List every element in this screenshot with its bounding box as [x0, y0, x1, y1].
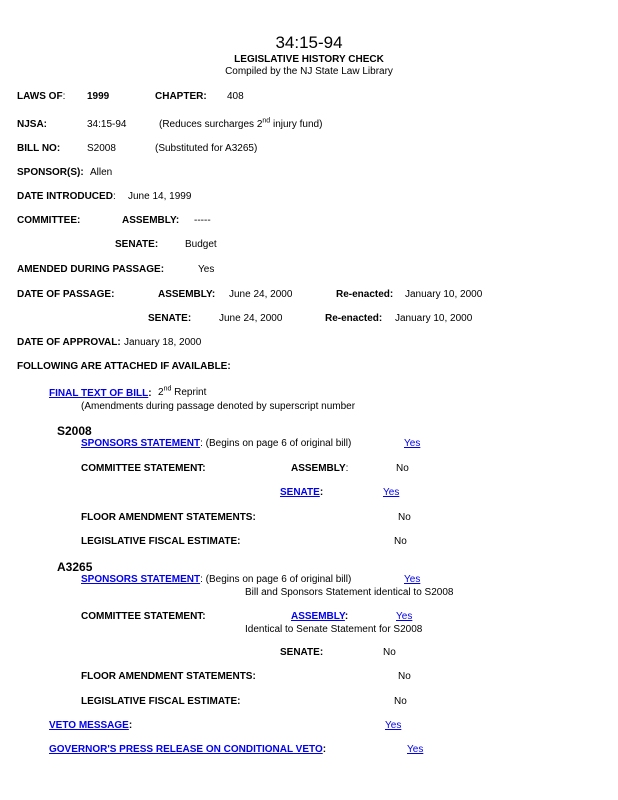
- passage-assembly-label: ASSEMBLY:: [158, 289, 216, 300]
- s2008-senate-colon: :: [319, 487, 324, 498]
- final-text-value-post: Reprint: [171, 387, 207, 398]
- press-release-yes[interactable]: Yes: [407, 744, 424, 755]
- a3265-assembly-link[interactable]: ASSEMBLY: [291, 611, 345, 622]
- s2008-sponsors-row: [81, 439, 351, 449]
- s2008-floor-value: No: [398, 512, 411, 523]
- page-title: 34:15-94: [275, 33, 343, 52]
- s2008-assembly-label: ASSEMBLY: [291, 463, 346, 474]
- a3265-assembly-yes[interactable]: Yes: [396, 611, 413, 622]
- chapter-value: 408: [227, 91, 244, 102]
- a3265-sponsors-row: [81, 575, 351, 585]
- amended-value: Yes: [198, 264, 215, 275]
- a3265-senate-value: No: [383, 647, 396, 658]
- chapter-label: CHAPTER:: [155, 91, 207, 102]
- press-release-colon: :: [322, 744, 327, 755]
- final-text-row: [49, 389, 152, 399]
- amended-label: AMENDED DURING PASSAGE:: [17, 264, 165, 275]
- passage-senate-reenacted-value: January 10, 2000: [395, 313, 473, 324]
- date-of-approval-label: DATE OF APPROVAL:: [17, 337, 121, 348]
- final-text-colon: :: [148, 388, 152, 399]
- final-text-link[interactable]: FINAL TEXT OF BILL: [49, 388, 149, 399]
- a3265-fiscal-label: LEGISLATIVE FISCAL ESTIMATE:: [81, 696, 241, 707]
- date-of-approval-value: January 18, 2000: [124, 337, 202, 348]
- njsa-note-pre: (Reduces surcharges 2: [159, 119, 263, 130]
- final-text-note: (Amendments during passage denoted by superscript number: [81, 401, 356, 412]
- bill-no-value: S2008: [87, 143, 116, 154]
- date-introduced-colon: :: [112, 191, 116, 202]
- s2008-senate-link[interactable]: SENATE: [280, 487, 320, 498]
- veto-row: [49, 721, 132, 731]
- laws-of-year: 1999: [87, 91, 110, 102]
- attached-heading: FOLLOWING ARE ATTACHED IF AVAILABLE:: [17, 361, 231, 372]
- passage-assembly-value: June 24, 2000: [229, 289, 293, 300]
- a3265-floor-value: No: [398, 671, 411, 682]
- s2008-sponsors-link[interactable]: SPONSORS STATEMENT: [81, 438, 201, 449]
- passage-assembly-reenacted-value: January 10, 2000: [405, 289, 483, 300]
- s2008-senate-wrap: [280, 488, 323, 498]
- a3265-heading: A3265: [57, 560, 93, 574]
- s2008-assembly-wrap: [291, 464, 348, 474]
- a3265-sponsors-note: : (Begins on page 6 of original bill): [200, 574, 352, 585]
- njsa-note-sup: nd: [262, 117, 271, 125]
- passage-senate-value: June 24, 2000: [219, 313, 283, 324]
- veto-yes[interactable]: Yes: [385, 720, 402, 731]
- compiled-by: Compiled by the NJ State Law Library: [225, 66, 393, 77]
- njsa-label: NJSA:: [17, 119, 48, 130]
- a3265-committee-label: COMMITTEE STATEMENT:: [81, 611, 206, 622]
- date-of-passage-label: DATE OF PASSAGE:: [17, 289, 115, 300]
- date-introduced-label: DATE INTRODUCED: [17, 191, 113, 202]
- sponsors-value: Allen: [90, 167, 113, 178]
- committee-assembly-label: ASSEMBLY:: [122, 215, 180, 226]
- s2008-sponsors-yes[interactable]: Yes: [404, 438, 421, 449]
- final-text-value: [158, 385, 207, 398]
- s2008-assembly-colon: :: [345, 463, 349, 474]
- passage-senate-label: SENATE:: [148, 313, 192, 324]
- final-text-value-sup: nd: [163, 385, 172, 393]
- njsa-note: [159, 117, 323, 130]
- s2008-assembly-value: No: [396, 463, 409, 474]
- s2008-heading: S2008: [57, 424, 92, 438]
- s2008-sponsors-note: : (Begins on page 6 of original bill): [200, 438, 352, 449]
- veto-message-link[interactable]: VETO MESSAGE: [49, 720, 129, 731]
- a3265-assembly-wrap: [291, 612, 348, 622]
- bill-no-label: BILL NO:: [17, 143, 61, 154]
- date-introduced-label-wrap: [17, 192, 116, 202]
- passage-senate-reenacted-label: Re-enacted:: [325, 313, 383, 324]
- press-release-link[interactable]: GOVERNOR'S PRESS RELEASE ON CONDITIONAL VETO: [49, 744, 323, 755]
- a3265-floor-label: FLOOR AMENDMENT STATEMENTS:: [81, 671, 256, 682]
- s2008-committee-label: COMMITTEE STATEMENT:: [81, 463, 206, 474]
- a3265-sponsors-link[interactable]: SPONSORS STATEMENT: [81, 574, 201, 585]
- date-introduced-value: June 14, 1999: [128, 191, 192, 202]
- page-subtitle: LEGISLATIVE HISTORY CHECK: [234, 54, 384, 65]
- s2008-fiscal-value: No: [394, 536, 407, 547]
- committee-assembly-value: -----: [194, 215, 211, 226]
- laws-of-label: LAWS OF: [17, 91, 63, 102]
- committee-senate-value: Budget: [185, 239, 217, 250]
- committee-label: COMMITTEE:: [17, 215, 81, 226]
- committee-senate-label: SENATE:: [115, 239, 159, 250]
- a3265-assembly-sub: Identical to Senate Statement for S2008: [245, 624, 423, 635]
- njsa-note-post: injury fund): [270, 119, 323, 130]
- veto-colon: :: [128, 720, 133, 731]
- laws-of-label-wrap: [17, 92, 65, 102]
- passage-assembly-reenacted-label: Re-enacted:: [336, 289, 394, 300]
- bill-no-note: (Substituted for A3265): [155, 143, 258, 154]
- a3265-sponsors-sub: Bill and Sponsors Statement identical to S2008: [245, 587, 454, 598]
- press-release-row: [49, 745, 326, 755]
- s2008-floor-label: FLOOR AMENDMENT STATEMENTS:: [81, 512, 256, 523]
- sponsors-label: SPONSOR(S):: [17, 167, 84, 178]
- laws-of-colon: :: [62, 91, 66, 102]
- a3265-assembly-colon: :: [344, 611, 349, 622]
- s2008-senate-yes[interactable]: Yes: [383, 487, 400, 498]
- a3265-fiscal-value: No: [394, 696, 407, 707]
- njsa-value: 34:15-94: [87, 119, 127, 130]
- s2008-fiscal-label: LEGISLATIVE FISCAL ESTIMATE:: [81, 536, 241, 547]
- a3265-sponsors-yes[interactable]: Yes: [404, 574, 421, 585]
- a3265-senate-label: SENATE:: [280, 647, 324, 658]
- final-text-value-pre: 2: [158, 387, 164, 398]
